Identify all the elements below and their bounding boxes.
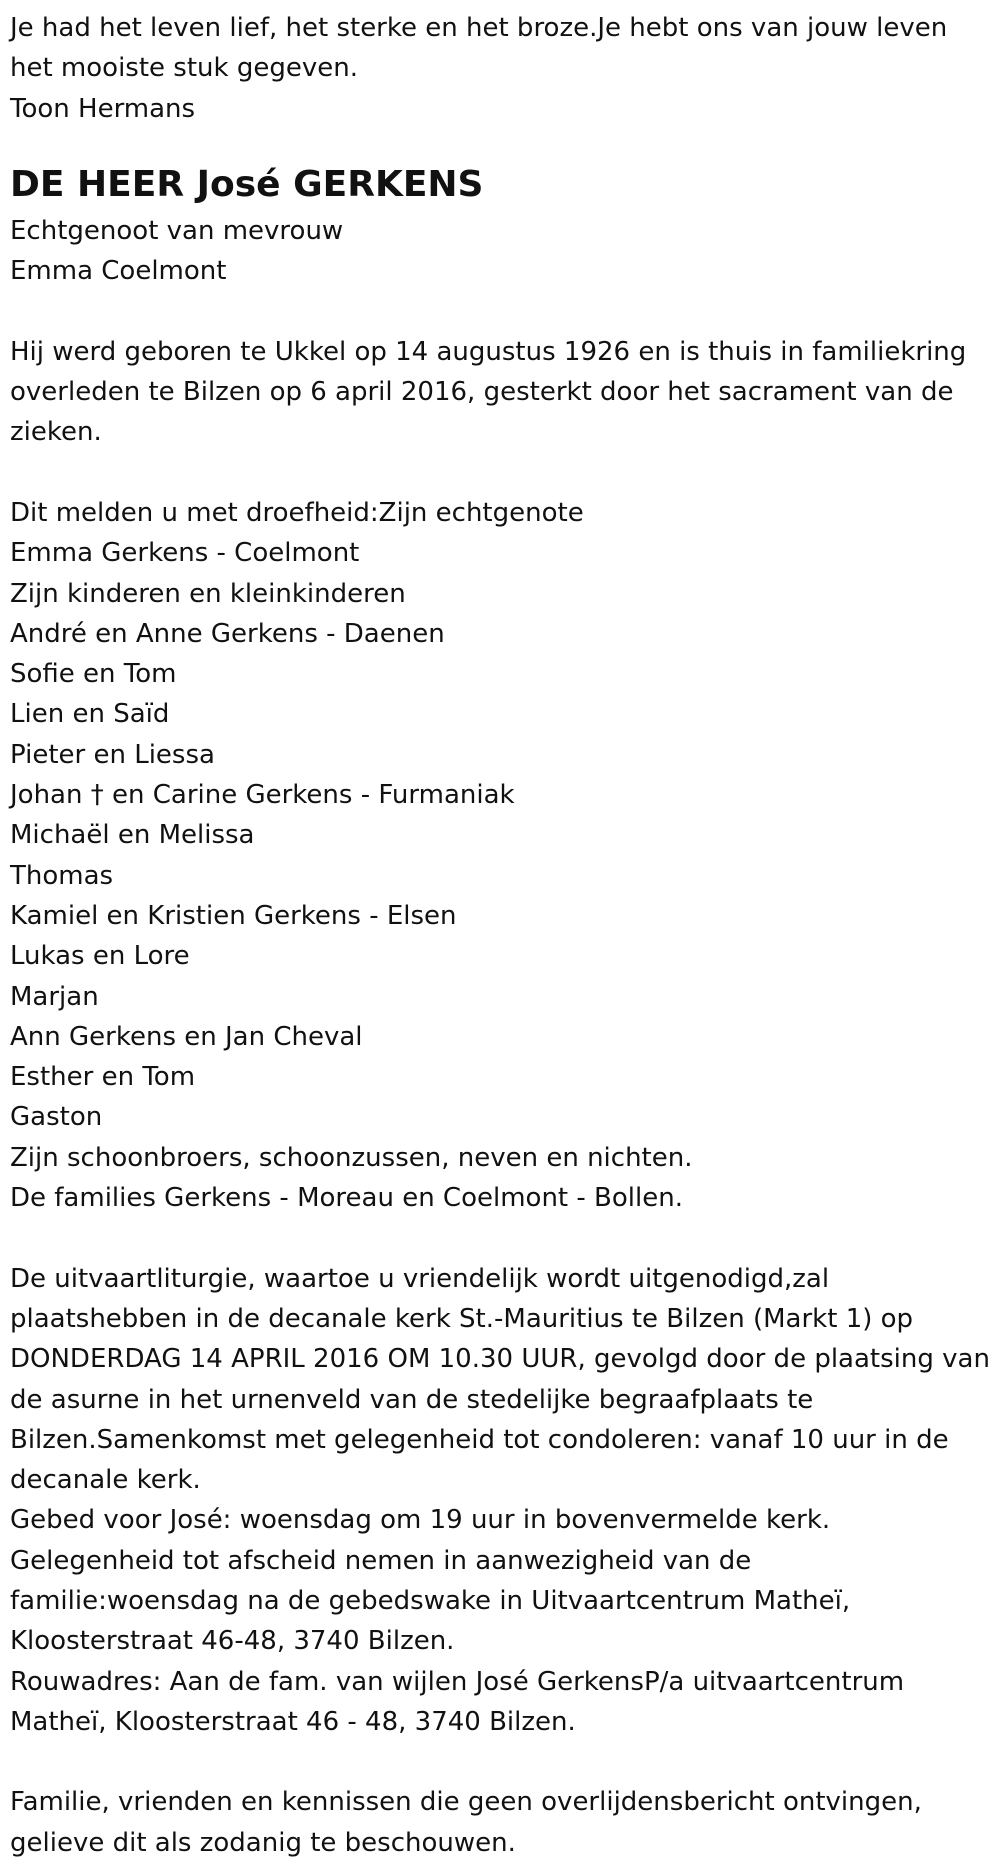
family-line: Johan † en Carine Gerkens - Furmaniak bbox=[10, 780, 515, 811]
funeral-line: plaatshebben in de decanale kerk St.-Mauritius te Bilzen (Markt 1) op bbox=[10, 1303, 914, 1334]
family-line: Thomas bbox=[10, 860, 114, 891]
deceased-name: DE HEER José GERKENS bbox=[10, 163, 484, 205]
spacer bbox=[10, 1742, 990, 1782]
family-line: Dit melden u met droefheid:Zijn echtgenote bbox=[10, 497, 584, 528]
family-line: Pieter en Liessa bbox=[10, 739, 215, 770]
family-line: Esther en Tom bbox=[10, 1062, 196, 1093]
funeral-line: Kloosterstraat 46-48, 3740 Bilzen. bbox=[10, 1626, 455, 1657]
funeral-line: Rouwadres: Aan de fam. van wijlen José GerkensP/a uitvaartcentrum bbox=[10, 1666, 905, 1697]
family-line: Kamiel en Kristien Gerkens - Elsen bbox=[10, 900, 457, 931]
birth-death-line: overleden te Bilzen op 6 april 2016, gesterkt door het sacrament van de bbox=[10, 377, 954, 408]
family-line: Lukas en Lore bbox=[10, 941, 190, 972]
family-line: Gaston bbox=[10, 1102, 103, 1133]
family-line: Emma Gerkens - Coelmont bbox=[10, 538, 360, 569]
family-line: Marjan bbox=[10, 981, 99, 1012]
funeral-line: Gebed voor José: woensdag om 19 uur in bovenvermelde kerk. bbox=[10, 1505, 831, 1536]
spouse-line: Echtgenoot van mevrouw bbox=[10, 215, 344, 246]
funeral-line: de asurne in het urnenveld van de stedelijke begraafplaats te bbox=[10, 1384, 814, 1415]
family-line: Sofie en Tom bbox=[10, 659, 177, 690]
funeral-line: decanale kerk. bbox=[10, 1465, 201, 1496]
spouse-name: Emma Coelmont bbox=[10, 256, 227, 287]
funeral-line: Gelegenheid tot afscheid nemen in aanwezigheid van de bbox=[10, 1545, 752, 1576]
birth-death-line: zieken. bbox=[10, 417, 102, 448]
funeral-line: DONDERDAG 14 APRIL 2016 OM 10.30 UUR, gevolgd door de plaatsing van bbox=[10, 1344, 990, 1375]
funeral-line: Matheï, Kloosterstraat 46 - 48, 3740 Bilzen. bbox=[10, 1706, 576, 1737]
family-line: Lien en Saïd bbox=[10, 699, 170, 730]
family-block bbox=[10, 493, 990, 1218]
funeral-line: Bilzen.Samenkomst met gelegenheid tot condoleren: vanaf 10 uur in de bbox=[10, 1424, 949, 1455]
spacer bbox=[10, 1218, 990, 1258]
family-line: Ann Gerkens en Jan Cheval bbox=[10, 1021, 363, 1052]
closing-line: Familie, vrienden en kennissen die geen overlijdensbericht ontvingen, bbox=[10, 1787, 922, 1818]
spouse-block bbox=[10, 211, 990, 292]
family-line: Zijn schoonbroers, schoonzussen, neven en nichten. bbox=[10, 1142, 693, 1173]
funeral-line: familie:woensdag na de gebedswake in Uitvaartcentrum Matheï, bbox=[10, 1585, 851, 1616]
birth-death-line: Hij werd geboren te Ukkel op 14 augustus 1926 en is thuis in familiekring bbox=[10, 336, 967, 367]
funeral-line: De uitvaartliturgie, waartoe u vriendelijk wordt uitgenodigd,zal bbox=[10, 1263, 830, 1294]
spacer bbox=[10, 453, 990, 493]
quote-author: Toon Hermans bbox=[10, 93, 196, 124]
family-line: Zijn kinderen en kleinkinderen bbox=[10, 578, 406, 609]
birth-death-block bbox=[10, 332, 990, 453]
family-line: Michaël en Melissa bbox=[10, 820, 255, 851]
quote-line: Je had het leven lief, het sterke en het broze.Je hebt ons van jouw leven bbox=[10, 13, 948, 43]
funeral-block bbox=[10, 1259, 990, 1743]
closing-line: gelieve dit als zodanig te beschouwen. bbox=[10, 1827, 516, 1858]
quote-block bbox=[10, 8, 990, 129]
family-line: André en Anne Gerkens - Daenen bbox=[10, 618, 445, 649]
closing-block bbox=[10, 1782, 990, 1863]
quote-line: het mooiste stuk gegeven. bbox=[10, 53, 358, 84]
family-line: De families Gerkens - Moreau en Coelmont - Bollen. bbox=[10, 1183, 683, 1214]
spacer bbox=[10, 291, 990, 331]
